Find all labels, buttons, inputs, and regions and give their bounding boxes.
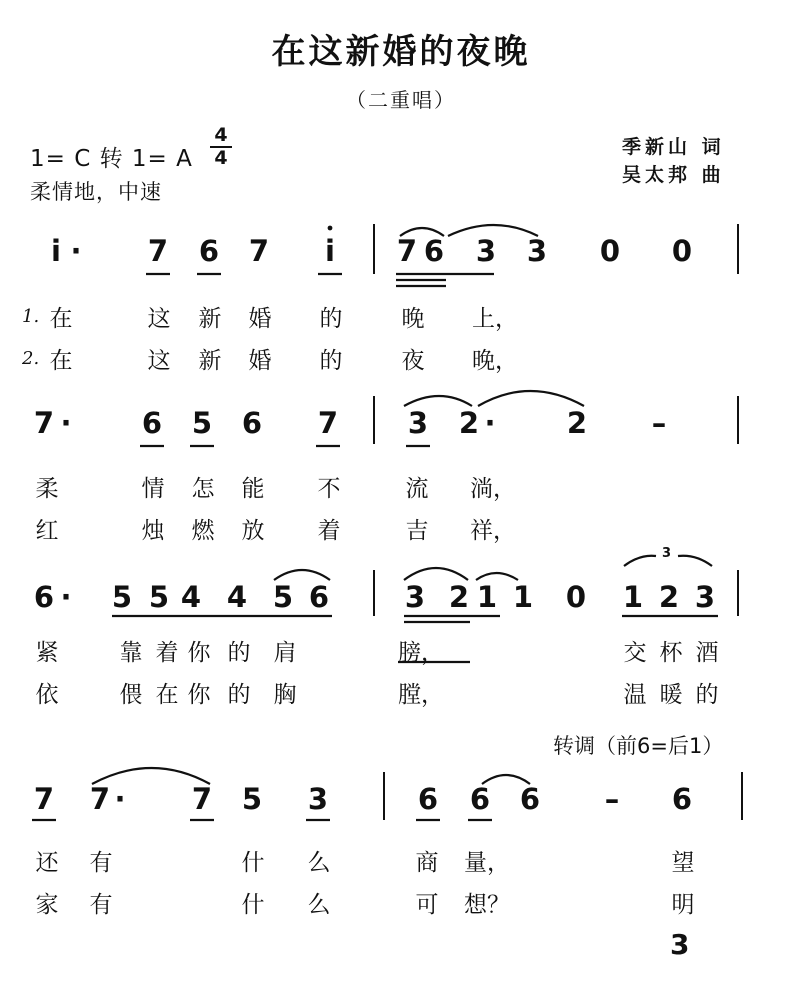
lyric: 放: [241, 518, 265, 544]
lyric: 在: [155, 682, 179, 708]
lyric: 怎: [191, 476, 215, 502]
note: 7: [33, 782, 55, 816]
page-number: 3: [670, 928, 690, 961]
lyric: 不: [317, 476, 341, 502]
slur: [482, 775, 530, 784]
lyric: 依: [35, 682, 59, 708]
slur: [274, 570, 330, 580]
slur: [92, 768, 210, 784]
note: 0: [565, 580, 587, 614]
lyric: 在: [49, 348, 73, 374]
note: 3: [475, 234, 497, 268]
lyric: 靠: [119, 640, 143, 666]
lyric: 胸: [273, 682, 297, 708]
lyric: 还: [35, 850, 59, 876]
lyric: 明: [671, 892, 695, 918]
note: 3: [526, 234, 548, 268]
note: 7: [191, 782, 213, 816]
note: 5: [148, 580, 170, 614]
note: 6: [671, 782, 693, 816]
note: 7: [396, 234, 418, 268]
note: 1: [512, 580, 534, 614]
lyric: 家: [35, 892, 59, 918]
lyric: 商: [415, 850, 439, 876]
note: 7: [248, 234, 270, 268]
lyric: 这: [147, 306, 171, 332]
note: 4: [180, 580, 202, 614]
lyric: 晚: [401, 306, 425, 332]
note-dash: –: [651, 406, 667, 440]
song-title: 在这新婚的夜晚: [271, 32, 531, 72]
lyric: 酒: [695, 640, 719, 666]
lyric: 流: [405, 476, 429, 502]
lyric: 量，: [464, 850, 510, 876]
note-dot: ·: [60, 580, 72, 614]
lyric: 情: [141, 476, 165, 502]
lyricist-credit: 季新山 词: [622, 136, 725, 158]
lyric: 着: [155, 640, 179, 666]
slur: [404, 396, 472, 406]
note: 5: [111, 580, 133, 614]
note: i: [325, 234, 335, 268]
lyric: 么: [307, 892, 331, 918]
lyric: 新: [198, 348, 222, 374]
note: 2: [658, 580, 680, 614]
composer-credit: 吴太邦 曲: [622, 164, 725, 186]
triplet-bracket: [678, 556, 712, 566]
note: 6: [241, 406, 263, 440]
note: 3: [694, 580, 716, 614]
lyric: 晚，: [472, 348, 518, 374]
lyric: 紧: [35, 640, 59, 666]
lyric: 烛: [141, 518, 165, 544]
lyric: 红: [35, 518, 59, 544]
note: 5: [272, 580, 294, 614]
lyric: 膛，: [398, 682, 444, 708]
lyric: 可: [415, 892, 439, 918]
tempo-marking: 柔情地，中速: [30, 180, 162, 204]
lyric: 燃: [191, 518, 215, 544]
lyric: 夜: [401, 348, 425, 374]
lyric: 温: [623, 682, 647, 708]
verse-number: 2.: [22, 348, 40, 369]
note: 6: [198, 234, 220, 268]
note-dash: –: [604, 782, 620, 816]
note: 5: [241, 782, 263, 816]
note: 3: [407, 406, 429, 440]
note: 3: [404, 580, 426, 614]
note: 7: [317, 406, 339, 440]
note-dot: ·: [484, 406, 496, 440]
note: 2: [458, 406, 480, 440]
time-sig-bottom: 4: [214, 147, 228, 169]
note-dot: ·: [114, 782, 126, 816]
lyric: 婚: [248, 306, 272, 332]
slur: [448, 225, 538, 236]
subtitle: （二重唱）: [346, 88, 456, 112]
lyric: 新: [198, 306, 222, 332]
octave-dot: [328, 226, 333, 231]
note-dot: ·: [60, 406, 72, 440]
lyric: 的: [227, 682, 251, 708]
lyric: 吉: [405, 518, 429, 544]
lyric: 的: [227, 640, 251, 666]
lyric: 膀，: [398, 640, 444, 666]
note: i: [51, 234, 61, 268]
note: 6: [141, 406, 163, 440]
lyric: 着: [317, 518, 341, 544]
lyric: 什: [241, 892, 265, 918]
note: 2: [566, 406, 588, 440]
note: 6: [308, 580, 330, 614]
note: 7: [89, 782, 111, 816]
lyric: 肩: [273, 640, 297, 666]
lyric: 的: [319, 348, 343, 374]
modulation-note: 转调（前6=后1）: [553, 734, 724, 758]
lyric: 柔: [35, 476, 59, 502]
note: 3: [307, 782, 329, 816]
lyric: 你: [187, 640, 211, 666]
note: 6: [423, 234, 445, 268]
lyric: 杯: [659, 640, 683, 666]
note: 6: [469, 782, 491, 816]
note: 1: [476, 580, 498, 614]
key-signature: 1= C 转 1= A: [30, 146, 193, 172]
note: 6: [417, 782, 439, 816]
lyric: 在: [49, 306, 73, 332]
lyric: 交: [623, 640, 647, 666]
lyric: 偎: [119, 682, 143, 708]
note: 2: [448, 580, 470, 614]
lyric: 有: [89, 850, 113, 876]
note: 7: [33, 406, 55, 440]
lyric: 这: [147, 348, 171, 374]
lyric: 能: [241, 476, 265, 502]
slur: [478, 391, 584, 406]
time-sig-top: 4: [214, 124, 228, 146]
lyric: 暖: [659, 682, 683, 708]
triplet-bracket: [624, 556, 656, 566]
note: 0: [671, 234, 693, 268]
lyric: 有: [89, 892, 113, 918]
lyric: 想？: [464, 892, 510, 918]
lyric: 的: [319, 306, 343, 332]
lyric: 你: [187, 682, 211, 708]
lyric: 婚: [248, 348, 272, 374]
lyric: 的: [695, 682, 719, 708]
note: 1: [622, 580, 644, 614]
verse-number: 1.: [22, 306, 40, 327]
lyric: 望: [671, 850, 695, 876]
triplet-mark: 3: [662, 546, 672, 561]
note: 5: [191, 406, 213, 440]
slur: [400, 228, 444, 236]
note: 7: [147, 234, 169, 268]
lyric: 么: [307, 850, 331, 876]
note: 0: [599, 234, 621, 268]
lyric: 什: [241, 850, 265, 876]
slur: [404, 568, 468, 580]
lyric: 上，: [472, 306, 518, 332]
lyric: 祥，: [470, 518, 516, 544]
note-dot: ·: [70, 234, 82, 268]
note: 6: [33, 580, 55, 614]
note: 6: [519, 782, 541, 816]
note: 4: [226, 580, 248, 614]
lyric: 淌，: [470, 476, 516, 502]
slur: [476, 573, 518, 580]
